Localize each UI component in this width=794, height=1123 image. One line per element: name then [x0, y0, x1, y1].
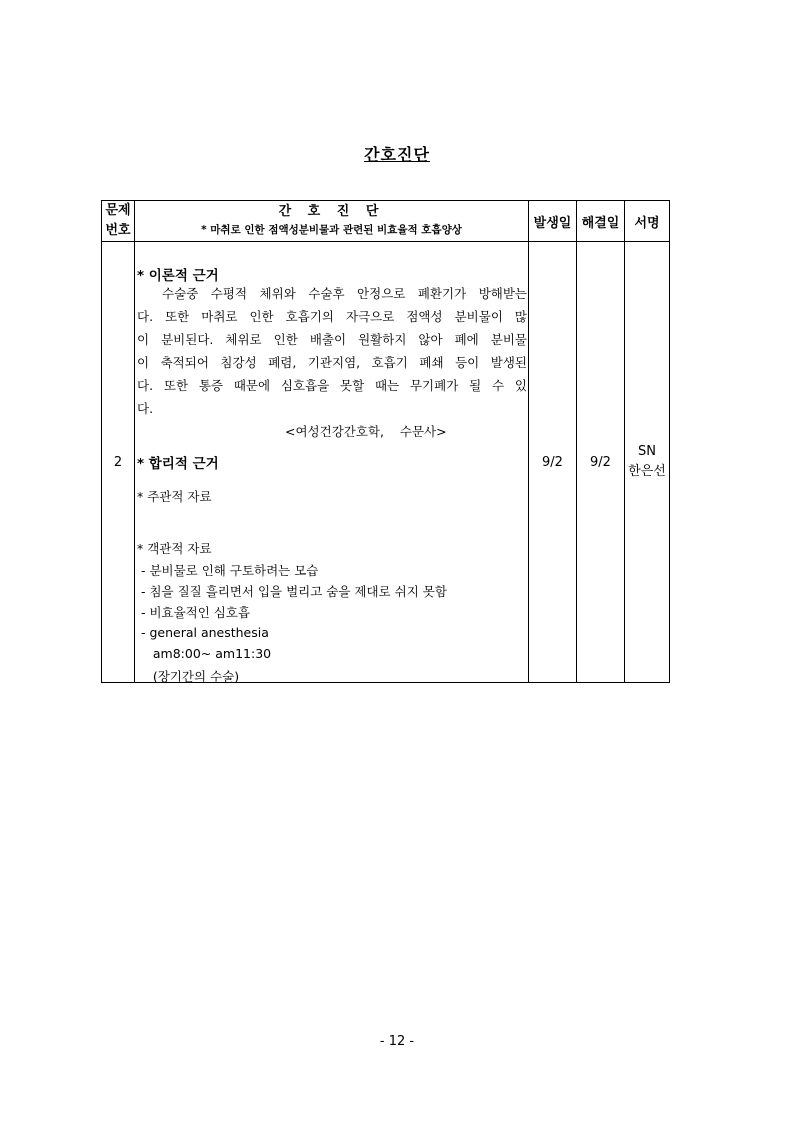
header-diagnosis-subtitle: * 마취로 인한 점액성분비물과 관련된 비효율적 호흡양상: [201, 224, 462, 236]
theory-line: 이 축적되어 침강성 폐렴, 기관지염, 호흡기 폐쇄 등이 발생된: [137, 355, 527, 370]
objective-item: - general anesthesia: [137, 625, 269, 640]
page-number: - 12 -: [379, 1034, 415, 1049]
nursing-diagnosis-table: [101, 200, 670, 683]
objective-item: am8:00~ am11:30: [137, 646, 272, 661]
objective-item: - 비효율적인 심호흡: [137, 605, 251, 620]
header-num-line1: 문제: [105, 203, 131, 218]
objective-item: - 분비물로 인해 구토하려는 모습: [137, 563, 319, 578]
objective-item: (장기간의 수술): [137, 669, 240, 684]
problem-number: 2: [102, 242, 135, 683]
theory-line: 다. 또한 마취로 인한 호흡기의 자극으로 점액성 분비물이 많: [137, 309, 527, 324]
theory-line: 다. 또한 통증 때문에 심호흡을 못할 때는 무기폐가 될 수 있: [137, 378, 527, 393]
header-signature: 서명: [625, 201, 670, 242]
theory-line: 수술중 수평적 체위와 수술후 안정으로 폐환기가 방해받는: [137, 286, 527, 301]
theory-line: 다.: [137, 401, 154, 416]
resolved-date: 9/2: [577, 242, 625, 683]
objective-item: - 침을 질질 흘리면서 입을 벌리고 숨을 제대로 쉬지 못함: [137, 584, 447, 599]
theory-heading: * 이론적 근거: [137, 268, 219, 284]
theory-line: 이 분비된다. 체위로 인한 배출이 원활하지 않아 폐에 분비물: [137, 332, 527, 347]
header-diagnosis: [135, 201, 529, 242]
subjective-heading: * 주관적 자료: [137, 489, 212, 504]
signature-cell: [625, 242, 670, 683]
signature-title: SN: [638, 444, 656, 459]
header-onset-date: 발생일: [529, 201, 577, 242]
signature-name: 한은선: [628, 464, 666, 479]
diagnosis-content-cell: [135, 242, 529, 683]
header-num-line2: 번호: [105, 223, 131, 238]
table-row: [102, 242, 670, 683]
table-header-row: [102, 201, 670, 242]
header-problem-number: [102, 201, 135, 242]
objective-heading: * 객관적 자료: [137, 541, 212, 556]
onset-date: 9/2: [529, 242, 577, 683]
diagnosis-content: [135, 242, 528, 682]
page-title: 간호진단: [364, 145, 430, 164]
header-diagnosis-title: 간 호 진 단: [278, 204, 385, 219]
header-resolved-date: 해결일: [577, 201, 625, 242]
rational-heading: * 합리적 근거: [137, 456, 219, 472]
citation: <여성건강간호학, 수문사>: [285, 424, 447, 439]
